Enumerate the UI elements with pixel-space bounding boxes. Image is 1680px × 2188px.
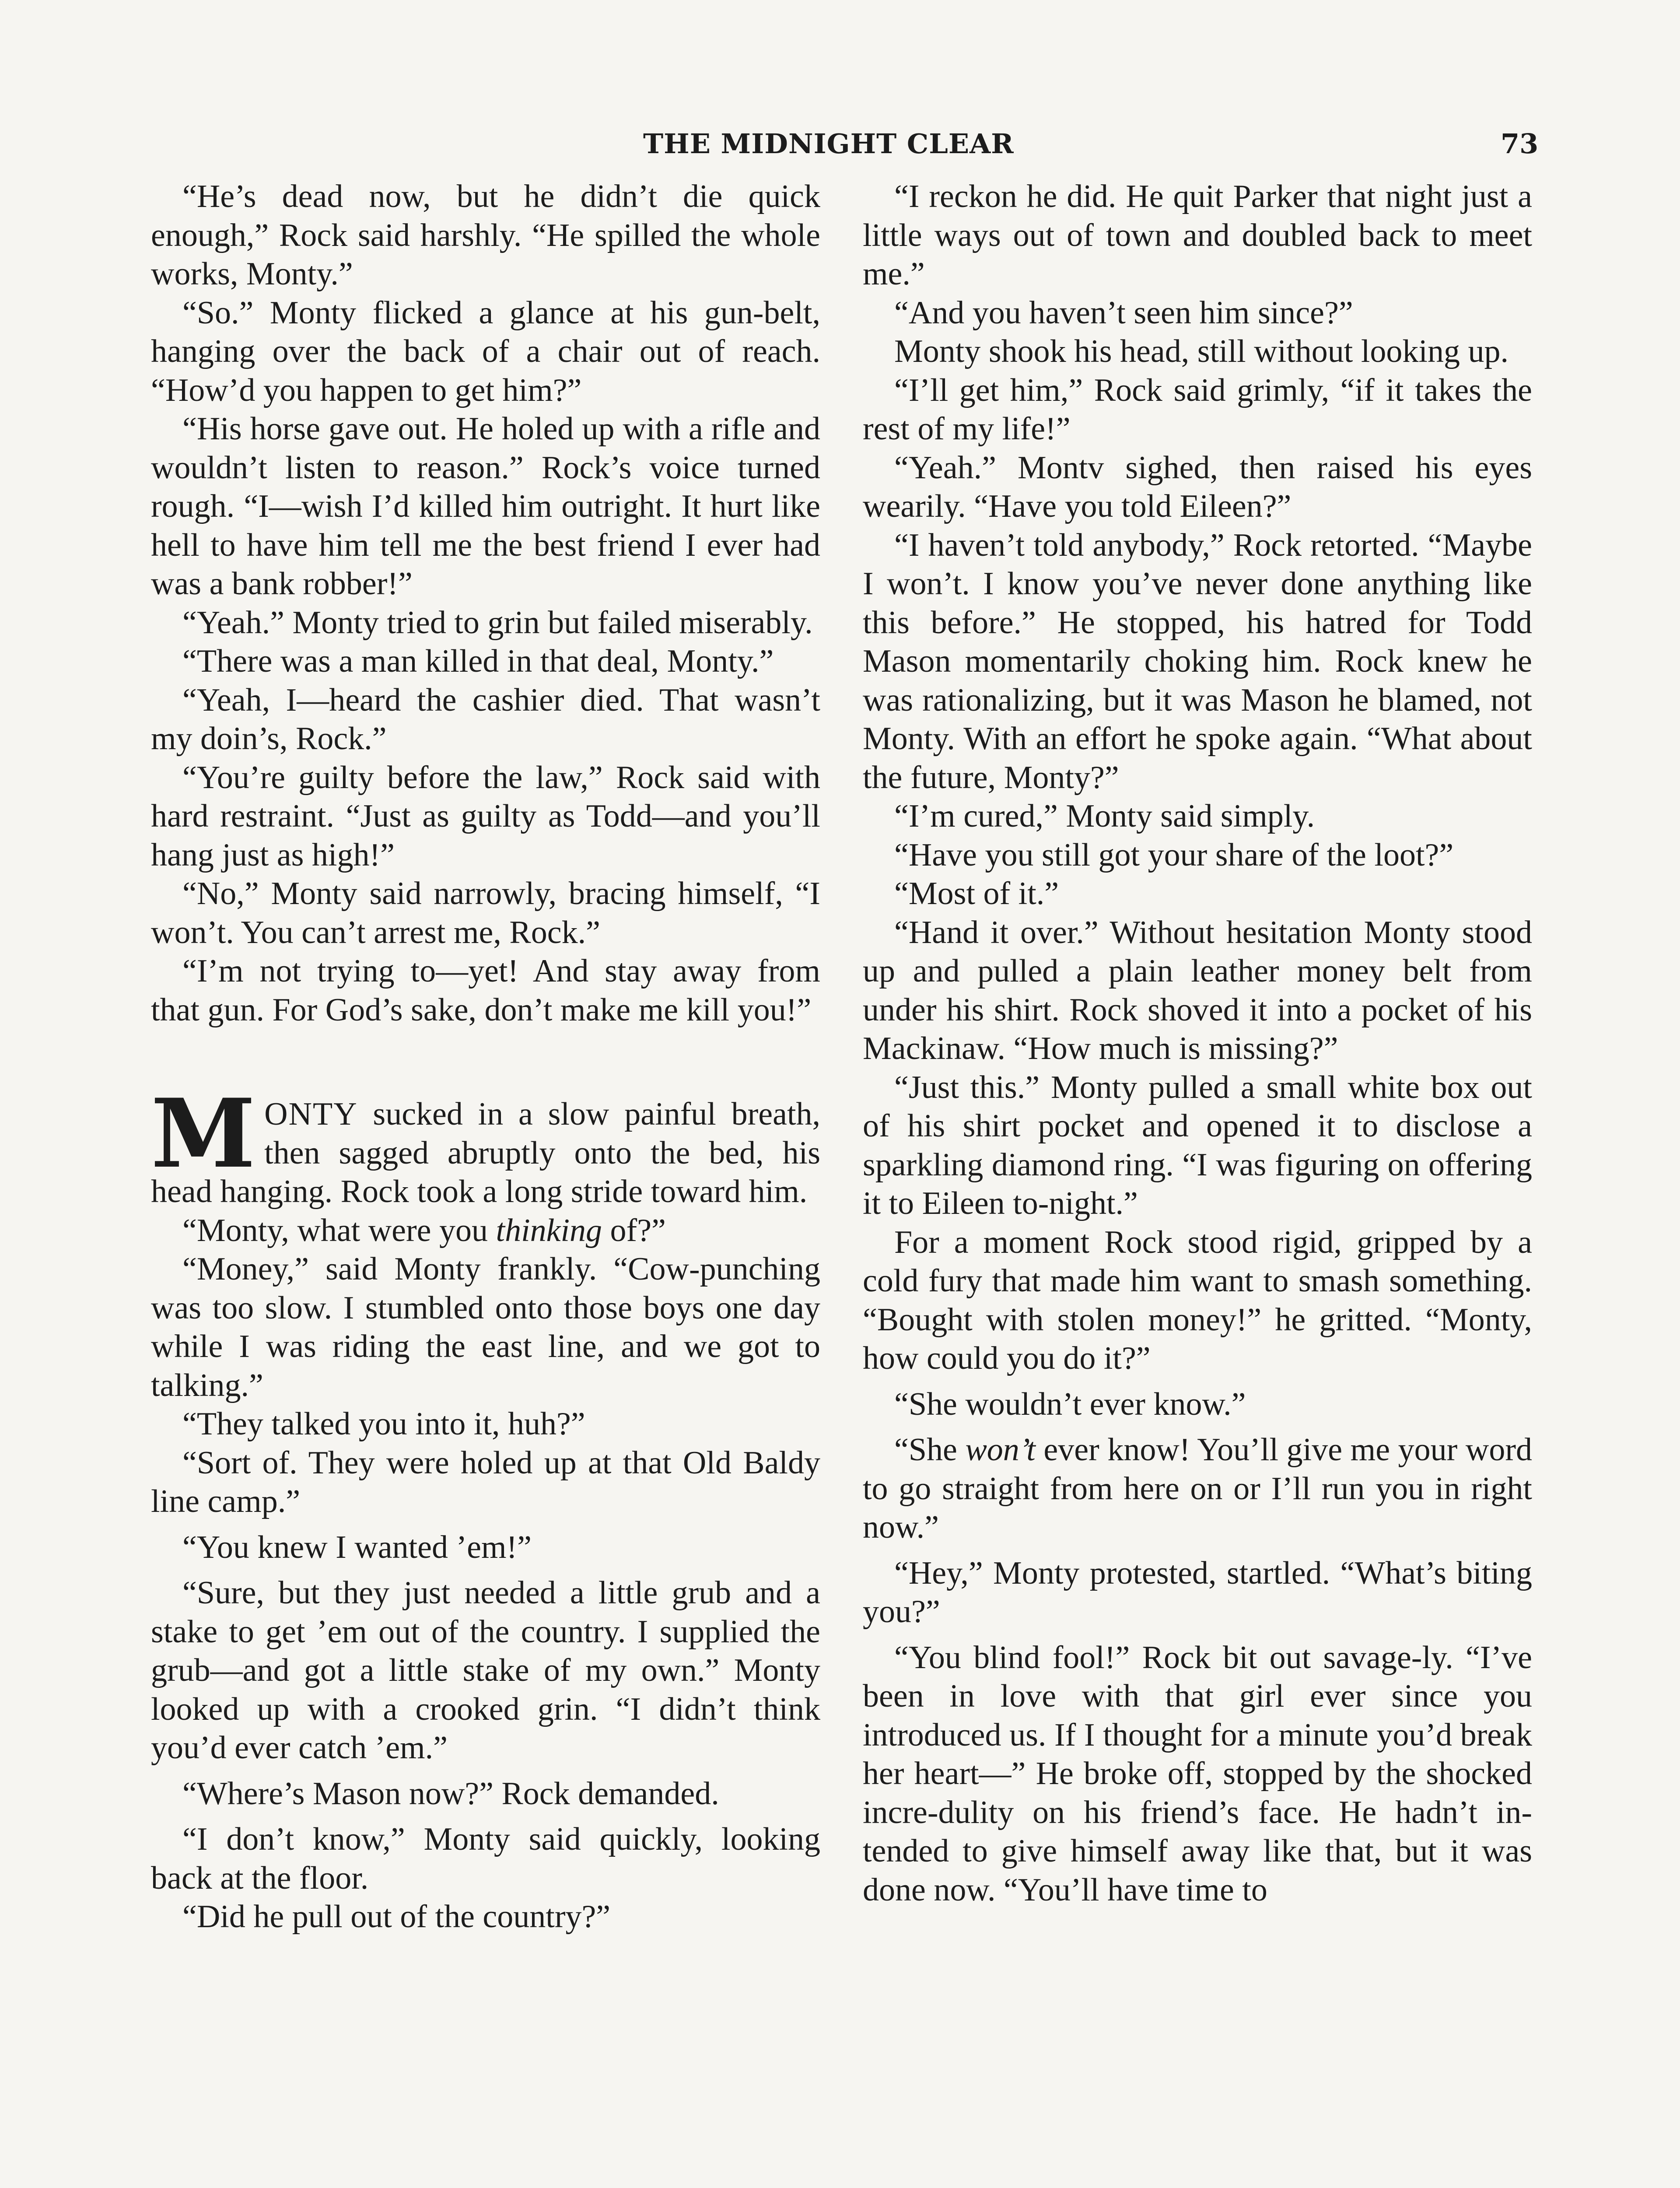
paragraph: “Sure, but they just needed a little grub and a stake to get ’em out of the country. I supplied the grub—and got a little stake of my own.” Monty looked up with a crooked grin. “I didn’t think you’d ever catch ’em.”: [151, 1575, 820, 1766]
paragraph: “I’ll get him,” Rock said grimly, “if it takes the rest of my life!”: [863, 372, 1532, 447]
paragraph: “I don’t know,” Monty said quickly, looking back at the floor.: [151, 1821, 820, 1896]
paragraph: “Where’s Mason now?” Rock demanded.: [182, 1775, 719, 1812]
paragraph: Monty shook his head, still without looking up.: [894, 333, 1508, 369]
paragraph: For a moment Rock stood rigid, gripped by a cold fury that made him want to smash something. “Bought with stolen money!” he gritted. “Monty, how could you do it?”: [863, 1224, 1532, 1376]
paragraph: “I’m not trying to—yet! And stay away from that gun. For God’s sake, don’t make me kill you!”: [151, 953, 820, 1028]
paragraph: “Hand it over.” Without hesitation Monty stood up and pulled a plain leather money belt from under his shirt. Rock shoved it into a pocket of his Mackinaw. “How much is missing?”: [863, 914, 1532, 1066]
paragraph: “Sort of. They were holed up at that Old Baldy line camp.”: [151, 1445, 820, 1519]
lead-word: ONTY: [264, 1096, 358, 1132]
running-head: THE MIDNIGHT CLEAR: [643, 128, 1014, 160]
paragraph: “I’m cured,” Monty said simply.: [894, 798, 1315, 834]
paragraph: “You blind fool!” Rock bit out savage-ly. “I’ve been in love with that girl ever since you introduced us. If I thought for a minute you’d break her heart—” He broke off, stopped by the shocked incre-dulity on his friend’s face. He hadn’t in-tended to give himself away like that, but it was done now. “You’ll have time to: [863, 1639, 1532, 1908]
drop-cap: M: [151, 1078, 256, 1189]
paragraph: “Yeah, I—heard the cashier died. That wasn’t my doin’s, Rock.”: [151, 682, 820, 757]
emphasis: won’t: [965, 1432, 1036, 1468]
paragraph: “She wouldn’t ever know.”: [894, 1386, 1246, 1422]
text-run: “She: [894, 1432, 966, 1468]
paragraph: [151, 1211, 820, 1250]
right-column: [863, 177, 1532, 1909]
page-number: 73: [1501, 128, 1539, 160]
paragraph: “There was a man killed in that deal, Monty.”: [182, 643, 774, 679]
paragraph: “And you haven’t seen him since?”: [894, 295, 1353, 331]
paragraph: “You’re guilty before the law,” Rock said with hard restraint. “Just as guilty as Todd—and you’ll hang just as high!”: [151, 759, 820, 873]
text-run: “Monty, what were you: [182, 1212, 496, 1248]
paragraph: “Most of it.”: [894, 876, 1059, 912]
paragraph: “Money,” said Monty frankly. “Cow-punching was too slow. I stumbled onto those boys one day while I was riding the east line, and we got to talking.”: [151, 1251, 820, 1403]
paragraph: “No,” Monty said narrowly, bracing himself, “I won’t. You can’t arrest me, Rock.”: [151, 876, 820, 950]
left-column: [151, 177, 820, 1936]
paragraph: “So.” Monty flicked a glance at his gun-belt, hanging over the back of a chair out of reach. “How’d you happen to get him?”: [151, 295, 820, 408]
paragraph: “Have you still got your share of the loot?”: [894, 837, 1454, 873]
text-run: ever know! You’ll give me your word to go straight from here on or I’ll run you in right now.”: [863, 1432, 1532, 1545]
paragraph: “Hey,” Monty protested, startled. “What’s biting you?”: [863, 1555, 1532, 1630]
paragraph: “I haven’t told anybody,” Rock retorted. “Maybe I won’t. I know you’ve never done anything like this before.” He stopped, his hatred for Todd Mason momentarily choking him. Rock knew he was rationalizing, but it was Mason he blamed, not Monty. With an effort he spoke again. “What about the future, Monty?”: [863, 527, 1532, 796]
paragraph: “Did he pull out of the country?”: [182, 1899, 611, 1935]
paragraph: “His horse gave out. He holed up with a rifle and wouldn’t listen to reason.” Rock’s voice turned rough. “I—wish I’d killed him outright. It hurt like hell to have him tell me the best friend I ever had was a bank robber!”: [151, 411, 820, 602]
text-run: of?”: [602, 1212, 666, 1248]
section-opening-paragraph: [151, 1078, 820, 1211]
paragraph: “Yeah.” Montv sighed, then raised his eyes wearily. “Have you told Eileen?”: [863, 449, 1532, 524]
paragraph: [863, 1431, 1532, 1547]
paragraph: “He’s dead now, but he didn’t die quick enough,” Rock said harshly. “He spilled the whole works, Monty.”: [151, 179, 820, 292]
paragraph: “I reckon he did. He quit Parker that night just a little ways out of town and doubled back to meet me.”: [863, 179, 1532, 292]
paragraph: “They talked you into it, huh?”: [182, 1406, 585, 1442]
paragraph: “You knew I wanted ’em!”: [182, 1529, 532, 1565]
emphasis: thinking: [496, 1212, 602, 1248]
paragraph-text: sucked in a slow painful breath, then sagged abruptly onto the bed, his head hanging. Rock took a long stride toward him.: [151, 1096, 820, 1210]
paragraph: “Yeah.” Monty tried to grin but failed miserably.: [182, 604, 813, 641]
paragraph: “Just this.” Monty pulled a small white box out of his shirt pocket and opened it to disclose a sparkling diamond ring. “I was figuring on offering it to Eileen to-night.”: [863, 1069, 1532, 1221]
